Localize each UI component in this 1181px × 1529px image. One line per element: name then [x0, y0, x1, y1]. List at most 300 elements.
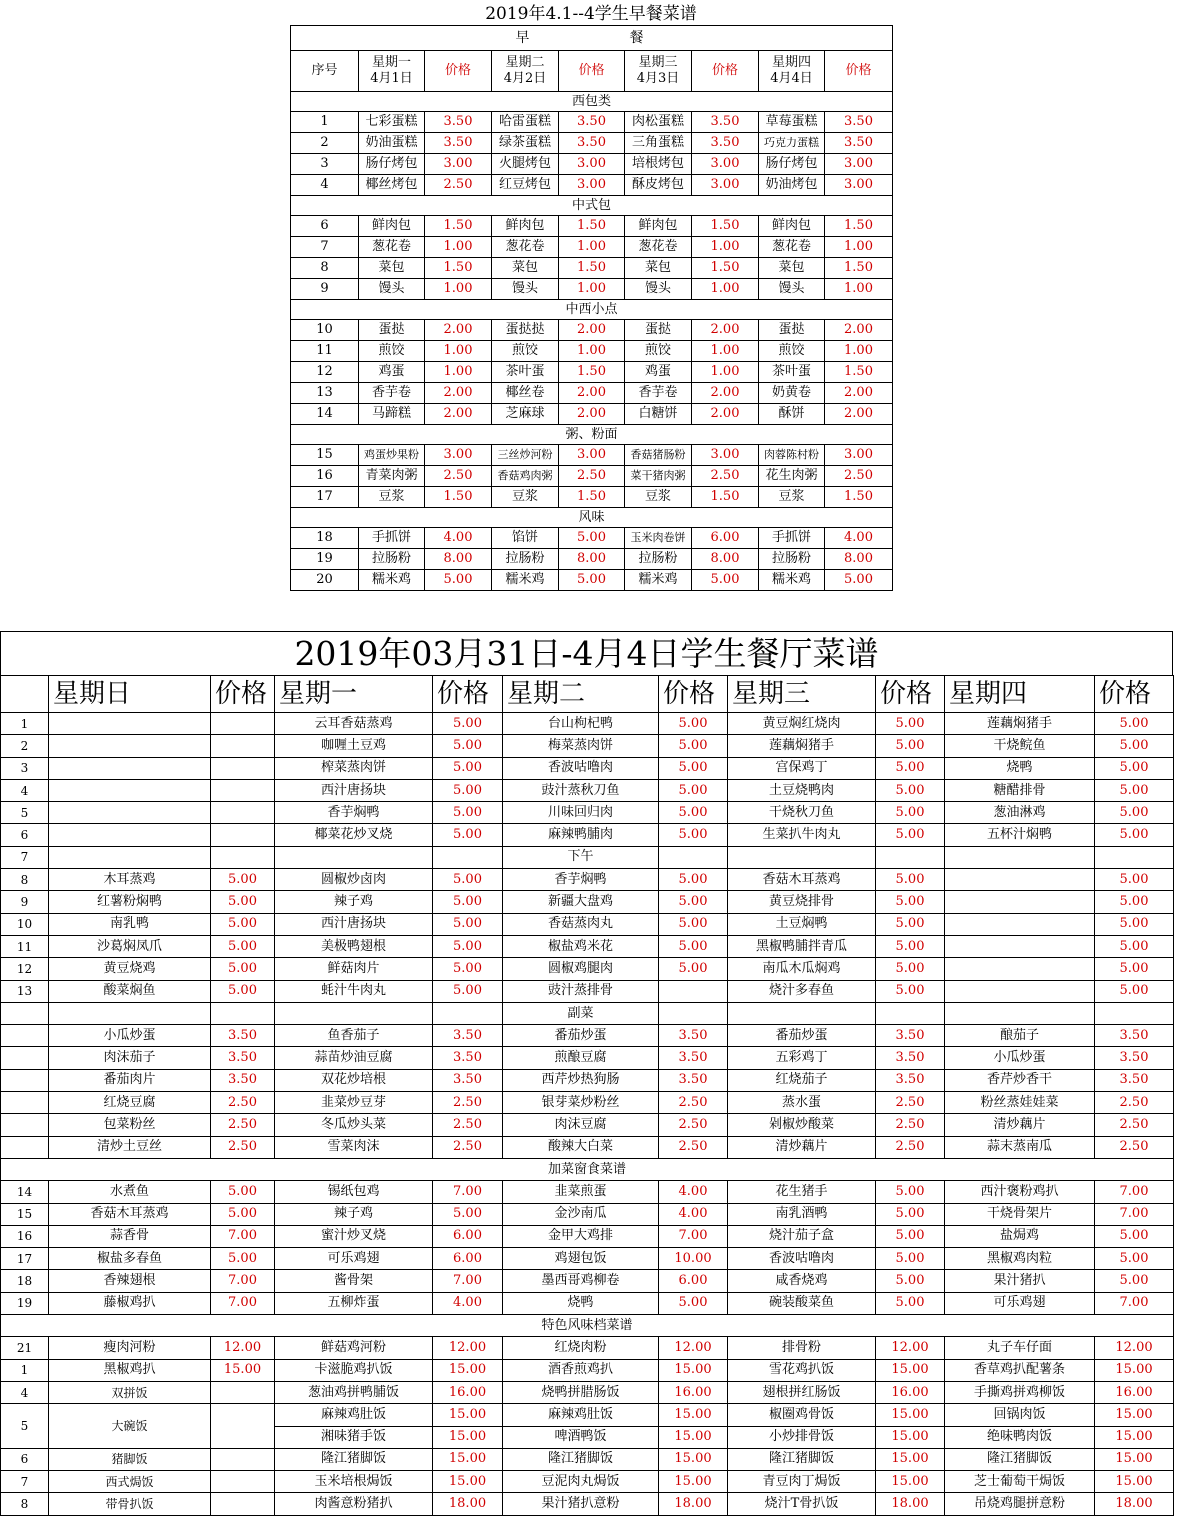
item-price: 5.00 — [659, 757, 728, 779]
item-price: 15.00 — [1095, 1448, 1174, 1470]
item-price: 5.00 — [876, 1225, 945, 1247]
item-price: 5.00 — [211, 1203, 275, 1225]
lunch-item-row — [1, 1092, 1174, 1114]
item-price: 2.50 — [825, 466, 893, 487]
item-name: 奶黄卷 — [759, 383, 825, 404]
item-name: 青菜肉粥 — [359, 466, 425, 487]
day-date: 4月2日 — [503, 71, 547, 86]
price-header: 价格 — [876, 676, 945, 713]
item-no: 16 — [291, 466, 359, 487]
item-name: 绿茶蛋糕 — [492, 133, 559, 154]
breakfast-section-row — [291, 196, 893, 216]
item-price: 12.00 — [211, 1337, 275, 1359]
item-price: 7.00 — [1095, 1203, 1174, 1225]
day-header — [359, 51, 425, 92]
item-price: 3.50 — [1095, 1069, 1174, 1091]
item-name: 花生猪手 — [728, 1181, 876, 1203]
item-name: 糯米鸡 — [359, 570, 425, 591]
item-price: 5.00 — [433, 935, 503, 957]
item-price: 4.00 — [659, 1203, 728, 1225]
item-price: 18.00 — [659, 1493, 728, 1515]
item-price: 5.00 — [211, 913, 275, 935]
item-name: 肉松蛋糕 — [625, 112, 692, 133]
item-price: 5.00 — [1095, 958, 1174, 980]
item-name: 拉肠粉 — [625, 549, 692, 570]
item-no — [1, 1136, 49, 1158]
item-name: 瘦肉河粉 — [49, 1337, 211, 1359]
item-no: 17 — [1, 1248, 49, 1270]
item-price: 3.50 — [211, 1025, 275, 1047]
item-price: 7.00 — [211, 1225, 275, 1247]
item-name: 葱花卷 — [359, 237, 425, 258]
item-price: 12.00 — [876, 1337, 945, 1359]
item-name: 豉汁蒸排骨 — [503, 980, 659, 1002]
item-price: 5.00 — [825, 570, 893, 591]
lunch-section-row — [1, 1158, 1174, 1180]
item-no: 18 — [1, 1270, 49, 1292]
item-name: 榨菜蒸肉饼 — [275, 757, 433, 779]
item-price: 5.00 — [433, 891, 503, 913]
item-name: 木耳蒸鸡 — [49, 869, 211, 891]
item-name: 雪菜肉沫 — [275, 1136, 433, 1158]
item-no — [1, 1047, 49, 1069]
item-price: 5.00 — [1095, 913, 1174, 935]
item-price: 2.00 — [825, 404, 893, 425]
item-name: 蛋挞 — [625, 320, 692, 341]
item-name: 红薯粉焖鸭 — [49, 891, 211, 913]
item-price: 5.00 — [876, 1292, 945, 1314]
item-name: 土豆烧鸭肉 — [728, 779, 876, 801]
item-name: 黄豆烧鸡 — [49, 958, 211, 980]
item-name: 黑椒鸡肉粒 — [945, 1248, 1095, 1270]
item-name: 酒香煎鸡扒 — [503, 1359, 659, 1381]
item-price: 5.00 — [1095, 735, 1174, 757]
item-price: 5.00 — [659, 958, 728, 980]
item-price — [211, 824, 275, 846]
item-name: 银芽菜炒粉丝 — [503, 1092, 659, 1114]
item-name: 碗装酸菜鱼 — [728, 1292, 876, 1314]
item-price: 2.00 — [425, 320, 492, 341]
item-name: 鲜菇肉片 — [275, 958, 433, 980]
item-price: 5.00 — [211, 1181, 275, 1203]
item-name: 西汁唐扬块 — [275, 779, 433, 801]
lunch-item-row — [1, 757, 1174, 779]
item-no: 19 — [1, 1292, 49, 1314]
item-no: 14 — [291, 404, 359, 425]
item-price: 1.00 — [692, 237, 759, 258]
item-price: 16.00 — [876, 1381, 945, 1403]
day-name: 星期二 — [505, 55, 545, 70]
item-price: 3.50 — [1095, 1047, 1174, 1069]
item-no: 6 — [1, 1448, 49, 1470]
item-no: 3 — [291, 154, 359, 175]
breakfast-item-row — [291, 112, 893, 133]
empty-cell — [1095, 846, 1174, 868]
lunch-section-row — [1, 1002, 1174, 1024]
item-no: 13 — [291, 383, 359, 404]
breakfast-item-row — [291, 133, 893, 154]
item-name: 菜干猪肉粥 — [625, 466, 692, 487]
empty-cell — [275, 846, 433, 868]
item-price: 1.00 — [559, 341, 625, 362]
item-name: 鱼香茄子 — [275, 1025, 433, 1047]
item-price: 5.00 — [1095, 935, 1174, 957]
item-name: 酸菜焖鱼 — [49, 980, 211, 1002]
breakfast-item-row — [291, 341, 893, 362]
item-price: 15.00 — [1095, 1426, 1174, 1448]
item-name: 吊烧鸡腿拼意粉 — [945, 1493, 1095, 1515]
breakfast-section-row — [291, 508, 893, 528]
item-price: 3.50 — [433, 1069, 503, 1091]
item-name: 蛋挞 — [359, 320, 425, 341]
item-name: 酿茄子 — [945, 1025, 1095, 1047]
item-name: 干烧秋刀鱼 — [728, 802, 876, 824]
item-name: 回锅肉饭 — [945, 1404, 1095, 1426]
item-price: 1.00 — [692, 362, 759, 383]
item-price: 3.00 — [559, 175, 625, 196]
item-name: 清炒藕片 — [728, 1136, 876, 1158]
item-price: 15.00 — [659, 1404, 728, 1426]
item-name: 巧克力蛋糕 — [759, 133, 825, 154]
item-price: 15.00 — [876, 1359, 945, 1381]
item-price: 5.00 — [433, 958, 503, 980]
item-name: 蚝汁牛肉丸 — [275, 980, 433, 1002]
item-price: 7.00 — [211, 1270, 275, 1292]
item-name: 香辣翅根 — [49, 1270, 211, 1292]
item-no — [1, 1025, 49, 1047]
item-name: 新疆大盘鸡 — [503, 891, 659, 913]
item-name: 云耳香菇蒸鸡 — [275, 713, 433, 735]
day-name: 星期四 — [771, 55, 811, 70]
item-price: 2.00 — [425, 404, 492, 425]
item-name: 干烧骨架片 — [945, 1203, 1095, 1225]
item-name: 藤椒鸡扒 — [49, 1292, 211, 1314]
lunch-item-row — [1, 1270, 1174, 1292]
item-name: 烧汁T骨扒饭 — [728, 1493, 876, 1515]
lunch-item-row — [1, 779, 1174, 801]
item-price: 5.00 — [876, 824, 945, 846]
item-name: 清炒藕片 — [945, 1114, 1095, 1136]
item-name: 馒头 — [759, 279, 825, 300]
item-price: 2.50 — [425, 466, 492, 487]
item-price: 2.50 — [433, 1092, 503, 1114]
item-name: 西汁褒粉鸡扒 — [945, 1181, 1095, 1203]
item-name: 圆椒鸡腿肉 — [503, 958, 659, 980]
lunch-item-row — [1, 735, 1174, 757]
lunch-item-row — [1, 1404, 1174, 1426]
item-name: 莲藕焖猪手 — [945, 713, 1095, 735]
item-name: 金沙南瓜 — [503, 1203, 659, 1225]
breakfast-item-row — [291, 320, 893, 341]
item-price: 4.00 — [425, 528, 492, 549]
item-price: 2.00 — [692, 383, 759, 404]
price-header: 价格 — [1095, 676, 1174, 713]
item-price: 8.00 — [692, 549, 759, 570]
item-name: 西汁唐扬块 — [275, 913, 433, 935]
item-name: 肉沫茄子 — [49, 1047, 211, 1069]
day-header — [625, 51, 692, 92]
item-no: 11 — [1, 935, 49, 957]
item-price: 5.00 — [211, 980, 275, 1002]
item-name: 豆浆 — [492, 487, 559, 508]
item-price: 1.50 — [825, 216, 893, 237]
item-price: 5.00 — [425, 570, 492, 591]
item-name: 南瓜木瓜焖鸡 — [728, 958, 876, 980]
item-price: 2.50 — [211, 1114, 275, 1136]
item-no: 5 — [1, 802, 49, 824]
item-no — [1, 1114, 49, 1136]
item-price: 7.00 — [659, 1225, 728, 1247]
item-price — [211, 779, 275, 801]
item-price: 3.50 — [433, 1047, 503, 1069]
item-price: 5.00 — [876, 980, 945, 1002]
item-price: 5.00 — [876, 1248, 945, 1270]
item-name: 辣子鸡 — [275, 1203, 433, 1225]
section-title: 中式包 — [291, 196, 893, 216]
item-name — [49, 735, 211, 757]
item-price: 2.00 — [559, 320, 625, 341]
item-price: 4.00 — [825, 528, 893, 549]
item-name: 烧汁茄子盒 — [728, 1225, 876, 1247]
item-no: 21 — [1, 1337, 49, 1359]
lunch-item-row — [1, 1225, 1174, 1247]
item-price: 5.00 — [659, 802, 728, 824]
item-name: 菜包 — [759, 258, 825, 279]
item-price: 2.50 — [211, 1092, 275, 1114]
item-price: 2.00 — [825, 383, 893, 404]
item-name: 鸡蛋 — [359, 362, 425, 383]
day-header — [759, 51, 825, 92]
item-name: 菜包 — [492, 258, 559, 279]
item-price: 5.00 — [211, 935, 275, 957]
item-price: 5.00 — [1095, 1248, 1174, 1270]
item-price: 15.00 — [433, 1359, 503, 1381]
item-price: 3.50 — [825, 133, 893, 154]
item-name: 红烧豆腐 — [49, 1092, 211, 1114]
section-title: 西包类 — [291, 92, 893, 112]
item-price: 1.00 — [825, 279, 893, 300]
item-price: 6.00 — [659, 1270, 728, 1292]
lunch-item-row — [1, 802, 1174, 824]
breakfast-item-row — [291, 279, 893, 300]
item-no: 17 — [291, 487, 359, 508]
empty-cell — [876, 1002, 945, 1024]
item-name: 双拼饭 — [49, 1381, 211, 1403]
item-price: 1.00 — [425, 341, 492, 362]
empty-cell — [211, 846, 275, 868]
item-name: 葱花卷 — [492, 237, 559, 258]
item-price: 8.00 — [425, 549, 492, 570]
item-no: 12 — [291, 362, 359, 383]
item-name: 鸡翅包饭 — [503, 1248, 659, 1270]
item-price: 1.50 — [425, 487, 492, 508]
item-price: 15.00 — [659, 1359, 728, 1381]
item-price: 15.00 — [433, 1448, 503, 1470]
item-name: 葱花卷 — [759, 237, 825, 258]
item-price: 3.00 — [559, 154, 625, 175]
empty-cell — [49, 846, 211, 868]
breakfast-item-row — [291, 487, 893, 508]
item-no: 7 — [1, 846, 49, 868]
item-price: 15.00 — [433, 1404, 503, 1426]
item-name: 小炒排骨饭 — [728, 1426, 876, 1448]
col-no-header — [1, 676, 49, 713]
item-name: 香菇猪肠粉 — [625, 445, 692, 466]
item-price: 1.50 — [559, 487, 625, 508]
breakfast-item-row — [291, 570, 893, 591]
breakfast-item-row — [291, 154, 893, 175]
item-price: 1.50 — [559, 362, 625, 383]
item-price: 15.00 — [876, 1471, 945, 1493]
item-price: 3.50 — [211, 1069, 275, 1091]
breakfast-table — [290, 25, 893, 591]
item-name — [49, 802, 211, 824]
item-name: 鲜肉包 — [625, 216, 692, 237]
item-no: 9 — [291, 279, 359, 300]
item-name: 肉蓉陈村粉 — [759, 445, 825, 466]
item-price: 2.00 — [559, 404, 625, 425]
item-no: 2 — [1, 735, 49, 757]
item-price — [211, 1448, 275, 1470]
item-no: 7 — [1, 1471, 49, 1493]
item-name: 香菇木耳蒸鸡 — [49, 1203, 211, 1225]
item-price: 5.00 — [1095, 980, 1174, 1002]
item-price: 7.00 — [1095, 1292, 1174, 1314]
item-name: 排骨粉 — [728, 1337, 876, 1359]
lunch-item-row — [1, 935, 1174, 957]
item-name: 火腿烤包 — [492, 154, 559, 175]
item-name: 雪花鸡扒饭 — [728, 1359, 876, 1381]
section-title: 加菜窗食菜谱 — [1, 1158, 1174, 1180]
item-price: 2.50 — [692, 466, 759, 487]
item-price: 1.50 — [825, 258, 893, 279]
day-header: 星期日 — [49, 676, 211, 713]
empty-cell — [211, 1002, 275, 1024]
item-price: 6.00 — [692, 528, 759, 549]
lunch-header-row — [1, 676, 1174, 713]
item-name: 干烧鲩鱼 — [945, 735, 1095, 757]
item-price: 5.00 — [211, 869, 275, 891]
item-price — [211, 1471, 275, 1493]
item-no: 13 — [1, 980, 49, 1002]
empty-cell — [659, 1002, 728, 1024]
item-name: 三角蛋糕 — [625, 133, 692, 154]
item-name: 香芋卷 — [625, 383, 692, 404]
item-name: 白糖饼 — [625, 404, 692, 425]
empty-cell — [49, 1002, 211, 1024]
item-name: 猪脚饭 — [49, 1448, 211, 1470]
item-price: 1.50 — [425, 258, 492, 279]
item-price: 1.50 — [559, 258, 625, 279]
item-name: 香芋卷 — [359, 383, 425, 404]
item-price: 1.00 — [825, 341, 893, 362]
item-name: 香波咕噜肉 — [728, 1248, 876, 1270]
item-price: 6.00 — [433, 1225, 503, 1247]
item-name: 丸子车仔面 — [945, 1337, 1095, 1359]
item-price: 5.00 — [1095, 713, 1174, 735]
item-name: 香芋焖鸭 — [275, 802, 433, 824]
item-name: 生菜扒牛肉丸 — [728, 824, 876, 846]
item-price: 2.50 — [1095, 1114, 1174, 1136]
item-name: 玉米肉卷饼 — [625, 528, 692, 549]
item-price: 5.00 — [211, 1248, 275, 1270]
item-name: 香菇蒸肉丸 — [503, 913, 659, 935]
item-name: 小瓜炒蛋 — [945, 1047, 1095, 1069]
item-name: 葱油淋鸡 — [945, 802, 1095, 824]
item-name: 椰丝烤包 — [359, 175, 425, 196]
item-price: 3.00 — [825, 154, 893, 175]
item-name: 小瓜炒蛋 — [49, 1025, 211, 1047]
item-price: 3.50 — [876, 1069, 945, 1091]
item-name: 芝士葡萄干焗饭 — [945, 1471, 1095, 1493]
item-name: 馒头 — [625, 279, 692, 300]
lunch-item-row — [1, 1337, 1174, 1359]
item-name: 酸辣大白菜 — [503, 1136, 659, 1158]
empty-cell — [945, 1002, 1095, 1024]
item-name: 茶叶蛋 — [759, 362, 825, 383]
breakfast-item-row — [291, 237, 893, 258]
item-price: 1.00 — [425, 237, 492, 258]
item-name: 咖喱土豆鸡 — [275, 735, 433, 757]
breakfast-item-row — [291, 549, 893, 570]
item-name: 带骨扒饭 — [49, 1493, 211, 1515]
item-name: 葱油鸡拼鸭脯饭 — [275, 1381, 433, 1403]
item-name: 香芋焖鸭 — [503, 869, 659, 891]
item-price: 3.50 — [692, 112, 759, 133]
breakfast-item-row — [291, 175, 893, 196]
item-name: 西式焗饭 — [49, 1471, 211, 1493]
item-price: 3.00 — [425, 154, 492, 175]
item-price: 15.00 — [211, 1359, 275, 1381]
item-name: 豆泥肉丸焗饭 — [503, 1471, 659, 1493]
price-header: 价格 — [692, 51, 759, 92]
price-header: 价格 — [425, 51, 492, 92]
item-name: 五柳炸蛋 — [275, 1292, 433, 1314]
item-price: 5.00 — [433, 913, 503, 935]
item-name: 锡纸包鸡 — [275, 1181, 433, 1203]
item-name: 蒜末蒸南瓜 — [945, 1136, 1095, 1158]
item-price: 3.50 — [211, 1047, 275, 1069]
breakfast-section-row — [291, 300, 893, 320]
item-price: 6.00 — [433, 1248, 503, 1270]
item-no: 2 — [291, 133, 359, 154]
item-price: 3.00 — [425, 445, 492, 466]
item-price: 2.50 — [559, 466, 625, 487]
item-name: 隆江猪脚饭 — [503, 1448, 659, 1470]
item-price: 2.00 — [559, 383, 625, 404]
item-name: 美极鸭翅根 — [275, 935, 433, 957]
item-price: 18.00 — [433, 1493, 503, 1515]
item-price: 3.00 — [692, 154, 759, 175]
section-title: 中西小点 — [291, 300, 893, 320]
section-title: 特色风味档菜谱 — [1, 1315, 1174, 1337]
item-name — [49, 824, 211, 846]
item-price: 1.50 — [692, 487, 759, 508]
section-title: 粥、粉面 — [291, 425, 893, 445]
item-name: 五彩鸡丁 — [728, 1047, 876, 1069]
price-header: 价格 — [211, 676, 275, 713]
item-price: 7.00 — [433, 1181, 503, 1203]
item-name: 煎饺 — [492, 341, 559, 362]
item-price: 5.00 — [211, 891, 275, 913]
item-no: 8 — [291, 258, 359, 279]
item-price: 3.50 — [876, 1047, 945, 1069]
empty-cell — [945, 846, 1095, 868]
item-name: 冬瓜炒头菜 — [275, 1114, 433, 1136]
item-name: 清炒土豆丝 — [49, 1136, 211, 1158]
item-price: 5.00 — [1095, 891, 1174, 913]
item-price: 5.00 — [1095, 802, 1174, 824]
